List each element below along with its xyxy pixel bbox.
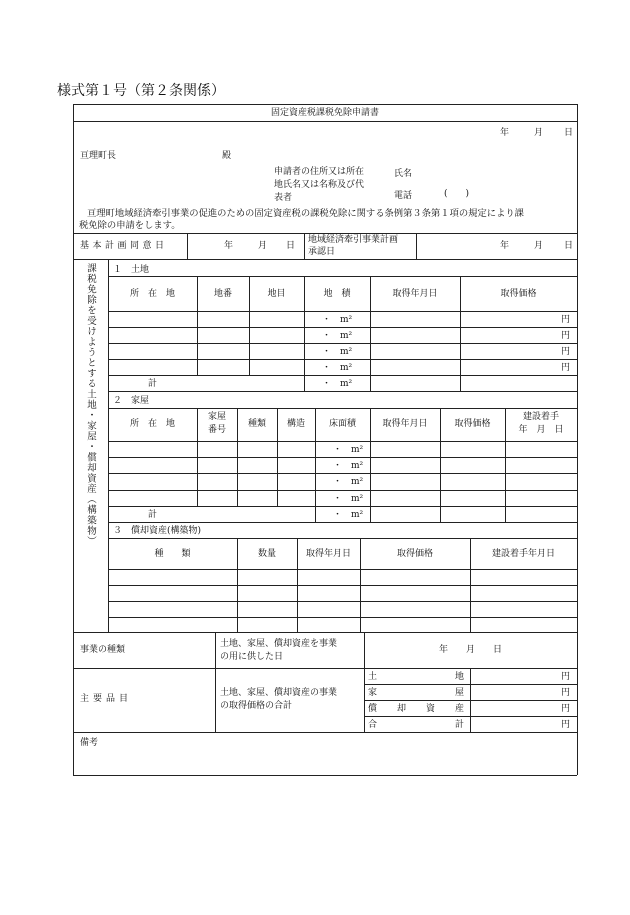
land-area-mark: ・ m² bbox=[322, 379, 353, 389]
dep-col-acquired-price: 取得価格 bbox=[396, 549, 433, 559]
house-col-acquired-date: 取得年月日 bbox=[382, 419, 428, 429]
sum-house-label: 家 bbox=[368, 688, 378, 698]
body-text-line-2: 税免除の申請をします。 bbox=[79, 220, 181, 231]
house-col-floor-area: 床面積 bbox=[328, 419, 356, 429]
date-year-label: 年 bbox=[500, 128, 510, 138]
plan-approval-label-2: 承認日 bbox=[308, 247, 336, 257]
addressee-honorific: 殿 bbox=[222, 151, 232, 161]
remarks-label: 備考 bbox=[80, 738, 99, 748]
applicant-rep-label: 表者 bbox=[274, 193, 293, 203]
house-col-type: 種類 bbox=[247, 419, 266, 429]
house-col-construction-date: 年 月 日 bbox=[518, 425, 564, 435]
consent-year: 年 bbox=[224, 241, 234, 251]
sum-depreciable-label-4: 産 bbox=[455, 704, 465, 714]
land-col-acquired-date: 取得年月日 bbox=[392, 289, 438, 299]
house-section-title: ２ 家屋 bbox=[113, 396, 150, 406]
sum-depreciable-label-2: 却 bbox=[397, 704, 407, 714]
sum-depreciable-label-3: 資 bbox=[426, 704, 436, 714]
house-total-label: 計 bbox=[148, 510, 158, 520]
form-number-label: 様式第１号（第２条関係） bbox=[57, 83, 225, 99]
house-col-number: 家屋 bbox=[207, 412, 226, 422]
land-col-land-category: 地目 bbox=[267, 289, 286, 299]
land-col-area: 地 積 bbox=[323, 289, 351, 299]
land-yen-mark: 円 bbox=[561, 315, 571, 325]
applicant-phone-label: 電話 bbox=[394, 191, 413, 201]
dep-col-acquired-date: 取得年月日 bbox=[305, 549, 351, 559]
house-col-location: 所 在 地 bbox=[129, 419, 175, 429]
land-col-location: 所 在 地 bbox=[129, 289, 175, 299]
sum-total-label-2: 計 bbox=[455, 720, 465, 730]
business-use-date-value: 年 月 日 bbox=[438, 645, 502, 655]
plan-approval-label: 地域経済牽引事業計画 bbox=[308, 235, 399, 245]
house-area-mark: ・ m² bbox=[333, 445, 364, 455]
sum-total-label: 合 bbox=[368, 720, 378, 730]
house-area-mark: ・ m² bbox=[333, 494, 364, 504]
approval-month: 月 bbox=[534, 241, 544, 251]
applicant-phone-parens: ( ) bbox=[444, 189, 470, 199]
basic-plan-consent-label: 基本計画同意日 bbox=[80, 241, 168, 251]
sum-yen-mark: 円 bbox=[561, 672, 571, 682]
business-type-label: 事業の種類 bbox=[80, 645, 126, 655]
sum-land-label: 土 bbox=[368, 672, 378, 682]
land-area-mark: ・ m² bbox=[322, 331, 353, 341]
land-total-label: 計 bbox=[148, 379, 158, 389]
land-yen-mark: 円 bbox=[561, 347, 571, 357]
land-yen-mark: 円 bbox=[561, 331, 571, 341]
addressee: 亘理町長 bbox=[80, 151, 117, 161]
approval-day: 日 bbox=[564, 241, 574, 251]
date-month-label: 月 bbox=[534, 128, 544, 138]
land-area-mark: ・ m² bbox=[322, 363, 353, 373]
land-section-title: １ 土地 bbox=[113, 265, 150, 275]
house-area-mark: ・ m² bbox=[333, 461, 364, 471]
sum-house-label-2: 屋 bbox=[455, 688, 465, 698]
acquisition-total-label: 土地、家屋、償却資産の事業 bbox=[220, 688, 338, 698]
business-use-date-label: 土地、家屋、償却資産を事業 bbox=[220, 639, 338, 649]
form-title: 固定資産税課税免除申請書 bbox=[270, 108, 379, 118]
sum-yen-mark: 円 bbox=[561, 720, 571, 730]
business-use-date-label-2: の用に供した日 bbox=[220, 652, 284, 662]
applicant-address-label: 申請者の住所又は所在 bbox=[274, 167, 365, 177]
main-products-label: 主要品目 bbox=[80, 694, 133, 704]
land-area-mark: ・ m² bbox=[322, 347, 353, 357]
house-col-structure: 構造 bbox=[286, 419, 305, 429]
land-col-lot-number: 地番 bbox=[213, 289, 232, 299]
date-day-label: 日 bbox=[564, 128, 574, 138]
land-col-acquired-price: 取得価格 bbox=[500, 289, 537, 299]
acquisition-total-label-2: の取得価格の合計 bbox=[220, 701, 293, 711]
house-col-construction-start: 建設着手 bbox=[522, 412, 559, 422]
side-vertical-label: 課税免除を受けようとする土地・家屋・償却資産（構築物） bbox=[85, 263, 96, 547]
sum-yen-mark: 円 bbox=[561, 688, 571, 698]
applicant-name-label-2: 地氏名又は名称及び代 bbox=[274, 180, 365, 190]
dep-col-construction-start: 建設着手年月日 bbox=[491, 549, 555, 559]
body-text-line-1: 亘理町地域経済牽引事業の促進のための固定資産税の課税免除に関する条例第３条第１項の規定により課 bbox=[87, 208, 524, 219]
sum-depreciable-label: 償 bbox=[368, 704, 378, 714]
house-area-mark: ・ m² bbox=[333, 510, 364, 520]
consent-month: 月 bbox=[258, 241, 268, 251]
house-col-acquired-price: 取得価格 bbox=[454, 419, 491, 429]
approval-year: 年 bbox=[500, 241, 510, 251]
sum-yen-mark: 円 bbox=[561, 704, 571, 714]
land-area-mark: ・ m² bbox=[322, 315, 353, 325]
sum-land-label-2: 地 bbox=[455, 672, 465, 682]
land-yen-mark: 円 bbox=[561, 363, 571, 373]
depreciable-section-title: ３ 償却資産(構築物) bbox=[113, 526, 202, 536]
house-col-number-2: 番号 bbox=[207, 425, 226, 435]
consent-day: 日 bbox=[286, 241, 296, 251]
applicant-name-field-label: 氏名 bbox=[394, 169, 413, 179]
house-area-mark: ・ m² bbox=[333, 477, 364, 487]
dep-col-quantity: 数量 bbox=[257, 549, 276, 559]
dep-col-kind: 種 類 bbox=[154, 549, 191, 559]
